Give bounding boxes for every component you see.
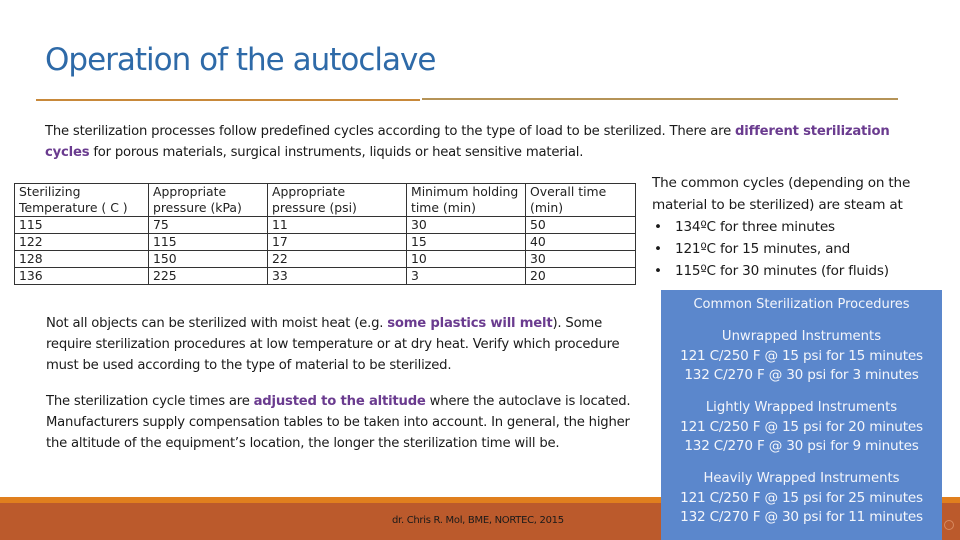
procedures-box xyxy=(661,290,942,540)
procedure-group xyxy=(661,398,942,456)
table-header-cell: Overall time (min) xyxy=(526,184,636,217)
moist-highlight: some plastics will melt xyxy=(387,316,553,331)
table-cell: 40 xyxy=(526,234,636,251)
table-header-row xyxy=(15,184,636,217)
table-header-cell: Appropriate pressure (kPa) xyxy=(149,184,268,217)
table-cell: 10 xyxy=(407,251,526,268)
list-item: • 134ºC for three minutes xyxy=(652,216,952,238)
procedure-line: 132 C/270 F @ 30 psi for 3 minutes xyxy=(684,367,919,383)
intro-text-before: The sterilization processes follow predefined cycles according to the type of load to be sterilized. There are xyxy=(45,124,736,139)
table-cell: 115 xyxy=(149,234,268,251)
table-header-cell: Minimum holding time (min) xyxy=(407,184,526,217)
intro-highlight: different sterilization cycles xyxy=(45,124,890,160)
moist-heat-paragraph xyxy=(46,313,636,376)
table-cell: 128 xyxy=(15,251,149,268)
procedure-group-name: Unwrapped Instruments xyxy=(721,329,882,344)
procedure-line: 121 C/250 F @ 15 psi for 15 minutes xyxy=(680,348,923,364)
list-item: • 121ºC for 15 minutes, and xyxy=(652,238,952,260)
table-cell: 150 xyxy=(149,251,268,268)
table-cell: 20 xyxy=(526,268,636,285)
altitude-text-before: The sterilization cycle times are xyxy=(46,394,254,409)
footer-credit: dr. Chris R. Mol, BME, NORTEC, 2015 xyxy=(392,515,564,526)
table-row xyxy=(15,234,636,251)
procedure-line: 132 C/270 F @ 30 psi for 9 minutes xyxy=(684,438,919,454)
procedure-line: 121 C/250 F @ 15 psi for 20 minutes xyxy=(680,419,923,435)
procedure-group xyxy=(661,327,942,385)
moist-text-before: Not all objects can be sterilized with moist heat (e.g. xyxy=(46,316,388,331)
moist-text-after: ). Some require sterilization procedures at low temperature or at dry heat. Verify which procedure must be used according to the type of material to be sterilized. xyxy=(46,316,620,373)
page-number-marker xyxy=(944,520,954,530)
title-underline-right xyxy=(422,98,898,100)
common-cycles-block xyxy=(652,172,952,282)
altitude-highlight: adjusted to the altitude xyxy=(253,394,426,409)
table-cell: 33 xyxy=(268,268,407,285)
sterilization-table xyxy=(14,183,636,285)
table-header-cell: Sterilizing Temperature ( C ) xyxy=(15,184,149,217)
common-cycles-list xyxy=(652,216,952,282)
altitude-paragraph xyxy=(46,391,636,454)
procedure-line: 121 C/250 F @ 15 psi for 25 minutes xyxy=(680,490,923,506)
procedure-line: 132 C/270 F @ 30 psi for 11 minutes xyxy=(680,509,923,525)
procedure-group-name: Lightly Wrapped Instruments xyxy=(705,400,898,415)
table-cell: 17 xyxy=(268,234,407,251)
intro-text-after: for porous materials, surgical instruments, liquids or heat sensitive material. xyxy=(89,145,584,160)
table-cell: 30 xyxy=(526,251,636,268)
table-cell: 136 xyxy=(15,268,149,285)
table-row xyxy=(15,268,636,285)
procedure-group-name: Heavily Wrapped Instruments xyxy=(703,471,900,486)
table-cell: 122 xyxy=(15,234,149,251)
table-cell: 50 xyxy=(526,217,636,234)
table-cell: 15 xyxy=(407,234,526,251)
list-item: • 115ºC for 30 minutes (for fluids) xyxy=(652,260,952,282)
table-cell: 22 xyxy=(268,251,407,268)
procedures-title: Common Sterilization Procedures xyxy=(693,297,910,312)
table-cell: 11 xyxy=(268,217,407,234)
common-cycles-intro: The common cycles (depending on the material to be sterilized) are steam at xyxy=(652,175,911,213)
table-row xyxy=(15,251,636,268)
title-underline-left xyxy=(36,99,420,101)
table-header-cell: Appropriate pressure (psi) xyxy=(268,184,407,217)
table-cell: 3 xyxy=(407,268,526,285)
intro-paragraph xyxy=(45,121,905,163)
table-cell: 75 xyxy=(149,217,268,234)
table-row xyxy=(15,217,636,234)
slide-title: Operation of the autoclave xyxy=(45,42,436,78)
altitude-text-after: where the autoclave is located. Manufacturers supply compensation tables to be taken into account. In general, the higher the altitude of the equipment’s location, the longer the sterilization time will be. xyxy=(46,394,631,451)
table-cell: 225 xyxy=(149,268,268,285)
table-cell: 30 xyxy=(407,217,526,234)
procedure-group xyxy=(661,469,942,527)
table-cell: 115 xyxy=(15,217,149,234)
